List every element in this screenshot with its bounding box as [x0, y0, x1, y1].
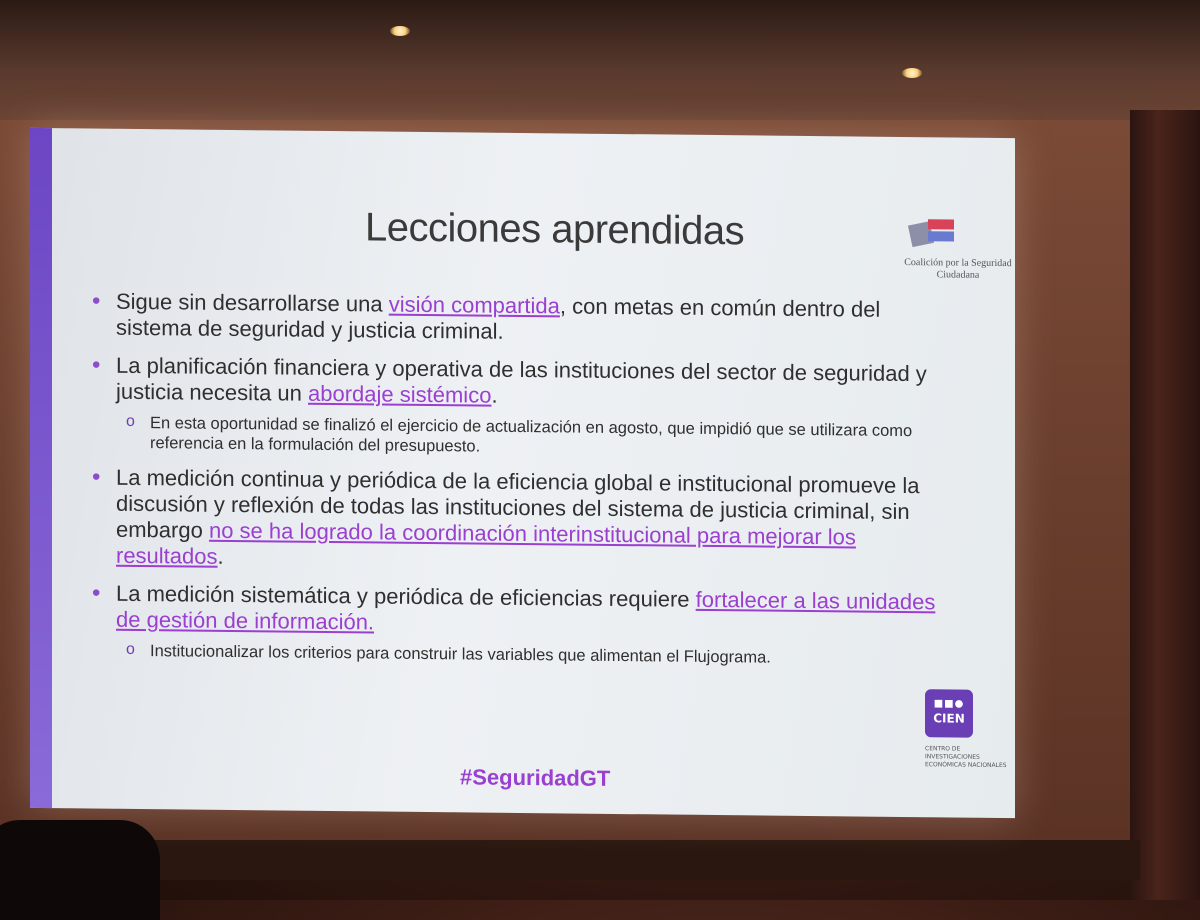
bullet-list	[90, 288, 950, 681]
ceiling-light	[902, 68, 922, 78]
sub-bullet-item: o Institucionalizar los criterios para construir las variables que alimentan el Flujograma.	[100, 641, 950, 670]
curtain	[1130, 110, 1200, 900]
ceiling	[0, 0, 1200, 120]
bullet-item: • La medición sistemática y periódica de eficiencias requiere fortalecer a las unidades de gestión de información.	[90, 580, 950, 641]
screen-bottom-edge	[150, 840, 1140, 880]
cien-logo	[925, 689, 1015, 770]
cien-logo-mark: ■■● CIEN	[925, 689, 973, 738]
highlight-link: no se ha logrado la coordinación interinstitucional para mejorar los resultados	[116, 517, 856, 569]
cien-logo-dots: ■■●	[933, 698, 965, 710]
ceiling-light	[390, 26, 410, 36]
bullet-item: • La planificación financiera y operativa de las instituciones del sector de seguridad y justicia necesita un abordaje sistémico.	[90, 352, 950, 413]
presentation-slide	[30, 128, 1015, 818]
coalicion-logo-text: Coalición por la Seguridad Ciudadana	[904, 256, 1012, 281]
coalicion-logo-mark	[910, 217, 960, 250]
highlight-link: visión compartida	[388, 291, 560, 319]
cien-logo-caption: CENTRO DE INVESTIGACIONES ECONÓMICAS NACIONALES	[925, 745, 1007, 770]
highlight-link: abordaje sistémico	[308, 380, 492, 408]
bullet-item: • La medición continua y periódica de la eficiencia global e institucional promueve la discusión y reflexión de todas las instituciones del sistema de justicia criminal, sin embargo no se ha logrado la coordinación interinstitucional para mejorar los resultados.	[90, 464, 950, 577]
sub-bullet-item: o En esta oportunidad se finalizó el ejercicio de actualización en agosto, que impidió que se utilizara como referencia en la formulación del presupuesto.	[100, 413, 950, 462]
coalicion-logo	[898, 217, 1012, 281]
hashtag: #SeguridadGT	[460, 764, 611, 791]
highlight-link: fortalecer a las unidades de gestión de información.	[116, 586, 936, 635]
podium	[0, 820, 160, 920]
slide-accent-bar	[30, 128, 52, 808]
slide-title: Lecciones aprendidas	[365, 205, 745, 254]
bullet-item: • Sigue sin desarrollarse una visión compartida, con metas en común dentro del sistema de seguridad y justicia criminal.	[90, 288, 950, 349]
